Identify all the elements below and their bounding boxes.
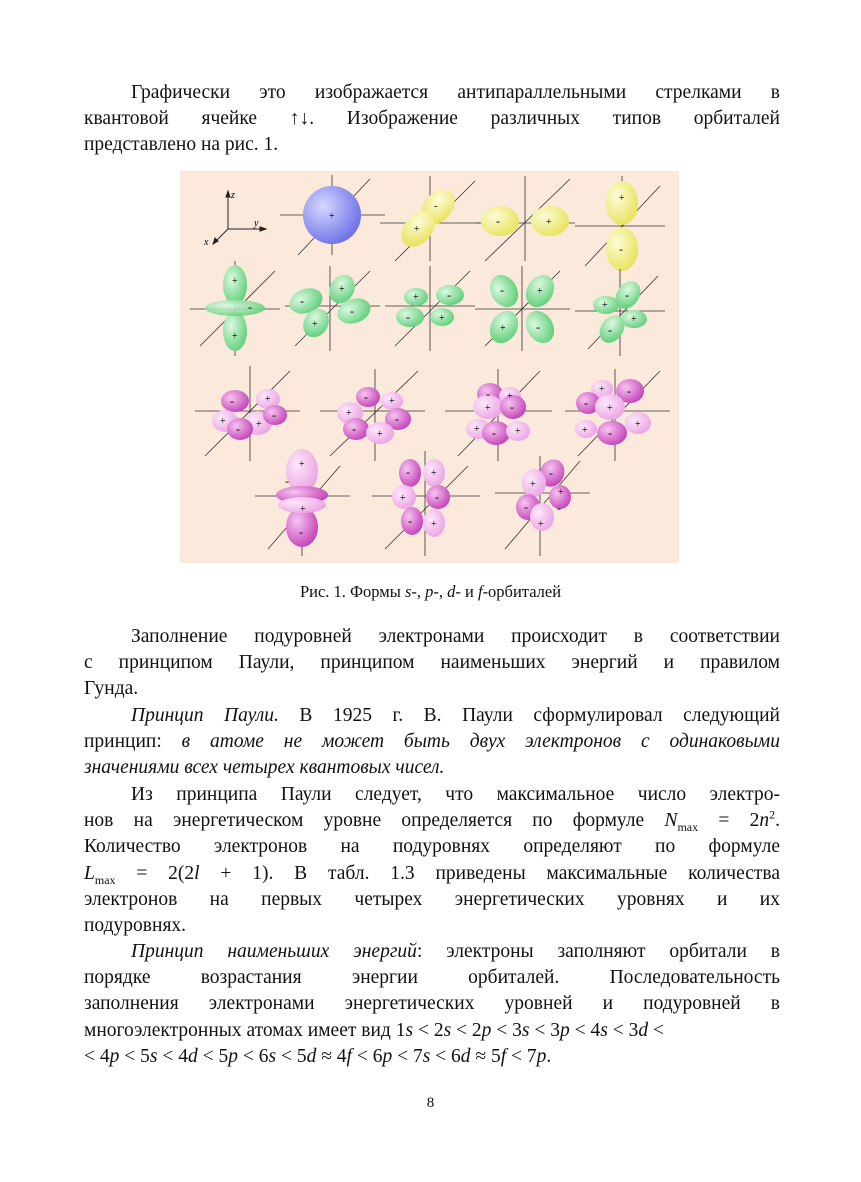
svg-text:-: - (608, 323, 612, 337)
svg-text:+: + (631, 314, 637, 325)
svg-text:-: - (557, 501, 561, 515)
svg-text:+: + (300, 504, 306, 515)
text-line: Принцип Паули. В 1925 г. В. Паули сформулировал следующий (131, 705, 780, 726)
f-orbital-4 (565, 369, 670, 461)
orbital-term: 7s (412, 1045, 431, 1067)
dyz-orbital (385, 266, 475, 351)
svg-text:+: + (507, 391, 513, 402)
orbital-term: 5d (296, 1045, 317, 1067)
orbital-term: 6s (258, 1045, 277, 1067)
svg-text:-: - (584, 396, 588, 410)
svg-text:+: + (538, 519, 544, 530)
svg-text:-: - (236, 422, 240, 436)
orbital-term: 4f (336, 1045, 352, 1067)
formula-n-max: N (664, 810, 678, 832)
filling-sequence-part1: 1s < 2s < 2p < 3s < 3p < 4s < 3d < (395, 1019, 664, 1041)
orbital-term: 5s (140, 1045, 158, 1067)
orbital-term: 6d (451, 1045, 471, 1067)
orbital-term: 7p (526, 1045, 547, 1067)
text-line: подуровнях. (84, 915, 187, 937)
orbital-term: 5p (218, 1045, 238, 1067)
svg-text:+: + (299, 459, 305, 470)
f-orbital-7 (495, 455, 590, 556)
svg-text:+: + (377, 429, 383, 440)
f-orbital-5 (255, 449, 350, 556)
orbital-term: 3d (628, 1019, 649, 1041)
svg-text:+: + (439, 313, 445, 324)
text-line: значениями всех четырех квантовых чисел. (84, 757, 445, 779)
px-orbital (380, 176, 480, 261)
orbital-term: 5f (490, 1045, 507, 1067)
page-number: 8 (426, 1095, 435, 1111)
svg-text:-: - (406, 465, 410, 479)
svg-text:+: + (265, 394, 271, 405)
dxy-orbital (475, 266, 570, 351)
dx2y2-orbital (575, 269, 665, 356)
svg-text:+: + (232, 331, 238, 342)
svg-text:+: + (599, 384, 605, 395)
text-line (84, 1044, 780, 1070)
pz-orbital (575, 176, 665, 271)
pauli-title: Принцип Паули. (131, 705, 279, 726)
filling-sequence-part2: < 4p < 5s < 4d < 5p < 6s < 5d ≈ 4f < 6p < 7s < 6d ≈ 5f < 7p. (84, 1045, 552, 1067)
svg-text:+: + (546, 217, 552, 228)
svg-text:-: - (496, 214, 500, 228)
svg-text:+: + (220, 416, 226, 427)
svg-text:-: - (627, 384, 631, 398)
svg-text:-: - (536, 320, 540, 334)
svg-text:+: + (414, 224, 420, 235)
text-line: с принципом Паули, принципом наименьших энергий и правилом (84, 652, 780, 674)
orbital-term: 3p (550, 1019, 570, 1041)
f-orbital-1 (195, 366, 300, 461)
text-line: Принцип наименьших энергий: электроны заполняют орбитали в (131, 941, 780, 962)
text-line: $L_{max} = 2(2l + 1)$. В табл. 1.3 приведены максимальные количества (84, 862, 780, 887)
svg-text:+: + (400, 493, 406, 504)
svg-text:+: + (256, 419, 262, 430)
f-orbital-6 (372, 451, 480, 556)
text-line: заполнения электронами энергетических уровней и подуровней в (84, 993, 780, 1015)
py-orbital (475, 176, 575, 261)
svg-text:+: + (232, 276, 238, 287)
f-orbital-2 (320, 369, 425, 461)
svg-text:-: - (300, 294, 304, 308)
text-line: порядке возрастания энергии орбиталей. Последовательность (84, 967, 780, 989)
svg-text:+: + (389, 396, 395, 407)
orbitals-drawing (180, 171, 679, 563)
dxz-orbital (285, 266, 380, 351)
text-line: представлено на рис. 1. (84, 134, 279, 156)
svg-text:+: + (431, 468, 437, 479)
svg-text:+: + (329, 211, 335, 222)
svg-text:-: - (248, 300, 252, 314)
svg-text:+: + (485, 403, 491, 414)
svg-text:-: - (230, 394, 234, 408)
svg-text:-: - (549, 466, 553, 480)
s-orbital (280, 175, 385, 255)
orbital-term: 2s (433, 1019, 452, 1041)
svg-text:-: - (395, 412, 399, 426)
svg-text:-: - (435, 490, 439, 504)
f-orbital-3 (445, 369, 552, 461)
paragraph-least-energy (84, 939, 780, 1070)
text-line: Гунда. (84, 678, 139, 700)
paragraph-intro (84, 80, 780, 159)
orbital-term: 4p (99, 1045, 120, 1067)
svg-text:+: + (500, 323, 506, 334)
text-line: Графически это изображается антипараллельными стрелками в (131, 82, 780, 103)
svg-text:-: - (299, 525, 303, 539)
svg-text:+: + (474, 424, 480, 435)
svg-text:-: - (510, 400, 514, 414)
axis-x-label: x (204, 237, 209, 248)
svg-text:+: + (582, 425, 588, 436)
orbital-term: 6p (372, 1045, 393, 1067)
text-line: Количество электронов на подуровнях определяют по формуле (84, 836, 780, 858)
paragraph-filling (84, 624, 780, 703)
svg-text:+: + (619, 193, 625, 204)
orbital-term: 2p (471, 1019, 492, 1041)
svg-text:-: - (524, 500, 528, 514)
figure-caption: Рис. 1. Формы s-, p-, d- и f-орбиталей (299, 582, 562, 601)
paragraph-pauli (84, 703, 780, 782)
svg-text:+: + (607, 403, 613, 414)
formula-l-max: L (84, 862, 95, 884)
svg-text:+: + (558, 487, 564, 498)
svg-text:-: - (447, 288, 451, 302)
text-line: принцип: в атоме не может быть двух электронов с одинаковыми (84, 731, 780, 753)
svg-text:+: + (431, 519, 437, 530)
svg-text:+: + (515, 426, 521, 437)
paragraph-max-electrons (84, 782, 780, 939)
text-line: нов на энергетическом уровне определяется по формуле $N_{max} = 2n^2$. (84, 807, 780, 835)
orbital-term: 3s (512, 1019, 530, 1041)
dz2-orbital (190, 261, 280, 356)
svg-text:+: + (530, 479, 536, 490)
axis-z-label: z (231, 190, 235, 201)
svg-text:-: - (352, 422, 356, 436)
svg-text:-: - (500, 283, 504, 297)
axis-y-label: y (254, 218, 259, 229)
svg-text:+: + (346, 408, 352, 419)
orbital-term: 4d (178, 1045, 198, 1067)
svg-text:+: + (635, 419, 641, 430)
svg-text:-: - (619, 242, 623, 256)
orbitals-figure (180, 171, 679, 563)
svg-text:+: + (339, 284, 345, 295)
svg-text:-: - (492, 426, 496, 440)
svg-text:-: - (625, 288, 629, 302)
orbital-term: 1s (395, 1019, 414, 1041)
svg-text:-: - (350, 304, 354, 318)
text-line: многоэлектронных атомах имеет вид 1s < 2s < 2p < 3s < 3p < 4s < 3d < (84, 1019, 664, 1041)
svg-text:+: + (537, 286, 543, 297)
orbital-term: 4s (590, 1019, 608, 1041)
text-line: Заполнение подуровней электронами происходит в соответствии (131, 626, 780, 647)
svg-text:-: - (272, 408, 276, 422)
text-line: квантовой ячейке ↑↓. Изображение различных типов орбиталей (84, 108, 780, 130)
svg-text:-: - (364, 390, 368, 404)
svg-text:-: - (434, 201, 438, 212)
svg-text:+: + (312, 319, 318, 330)
svg-text:-: - (608, 426, 612, 440)
svg-text:-: - (408, 514, 412, 528)
svg-text:+: + (413, 292, 419, 303)
text-line: Из принципа Паули следует, что максимальное число электро- (131, 784, 780, 805)
svg-text:-: - (486, 387, 490, 401)
text-line: электронов на первых четырех энергетических уровнях и их (84, 888, 780, 910)
svg-text:-: - (285, 474, 289, 488)
svg-text:+: + (602, 300, 608, 311)
svg-text:-: - (406, 310, 410, 324)
least-energy-title: Принцип наименьших энергий (131, 941, 417, 962)
